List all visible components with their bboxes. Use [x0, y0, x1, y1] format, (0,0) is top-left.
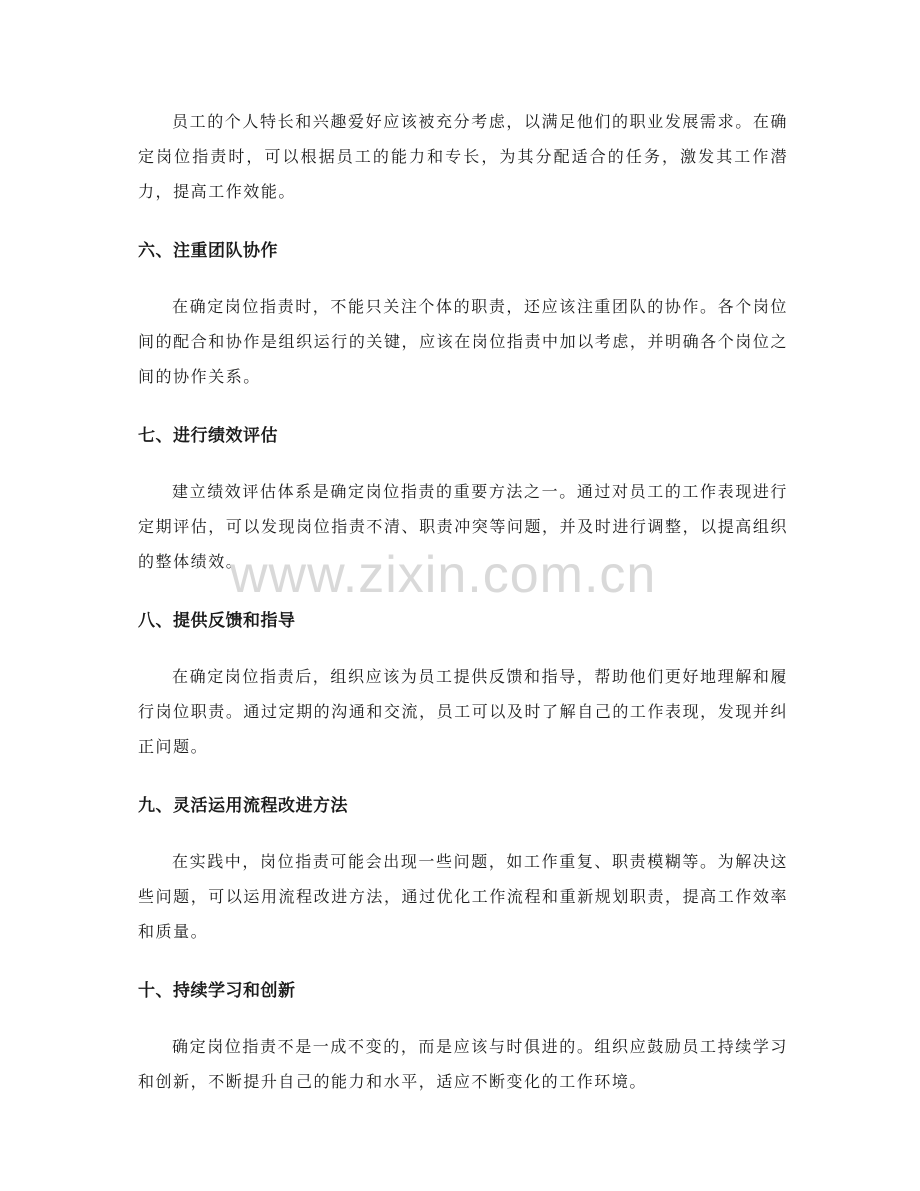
section-heading-9: 九、灵活运用流程改进方法 [138, 796, 348, 816]
intro-paragraph: 员工的个人特长和兴趣爱好应该被充分考虑，以满足他们的职业发展需求。在确定岗位指责时，可以根据员工的能力和专长，为其分配适合的任务，激发其工作潜力，提高工作效能。 [138, 112, 788, 201]
document-body [138, 104, 788, 1099]
section-heading-10: 十、持续学习和创新 [138, 981, 296, 1001]
section-paragraph-9: 在实践中，岗位指责可能会出现一些问题，如工作重复、职责模糊等。为解决这些问题，可以运用流程改进方法，通过优化工作流程和重新规划职责，提高工作效率和质量。 [138, 852, 788, 941]
watermark-text: www.zixin.com.cn [230, 546, 657, 604]
section-paragraph-7: 建立绩效评估体系是确定岗位指责的重要方法之一。通过对员工的工作表现进行定期评估，可以发现岗位指责不清、职责冲突等问题，并及时进行调整，以提高组织的整体绩效。 [138, 482, 788, 571]
section-paragraph-8: 在确定岗位指责后，组织应该为员工提供反馈和指导，帮助他们更好地理解和履行岗位职责。通过定期的沟通和交流，员工可以及时了解自己的工作表现，发现并纠正问题。 [138, 667, 788, 756]
section-heading-6: 六、注重团队协作 [138, 241, 278, 261]
section-paragraph-10: 确定岗位指责不是一成不变的，而是应该与时俱进的。组织应鼓励员工持续学习和创新，不断提升自己的能力和水平，适应不断变化的工作环境。 [138, 1037, 788, 1091]
section-heading-8: 八、提供反馈和指导 [138, 611, 296, 631]
section-paragraph-6: 在确定岗位指责时，不能只关注个体的职责，还应该注重团队的协作。各个岗位间的配合和协作是组织运行的关键，应该在岗位指责中加以考虑，并明确各个岗位之间的协作关系。 [138, 297, 788, 386]
section-heading-7: 七、进行绩效评估 [138, 426, 278, 446]
